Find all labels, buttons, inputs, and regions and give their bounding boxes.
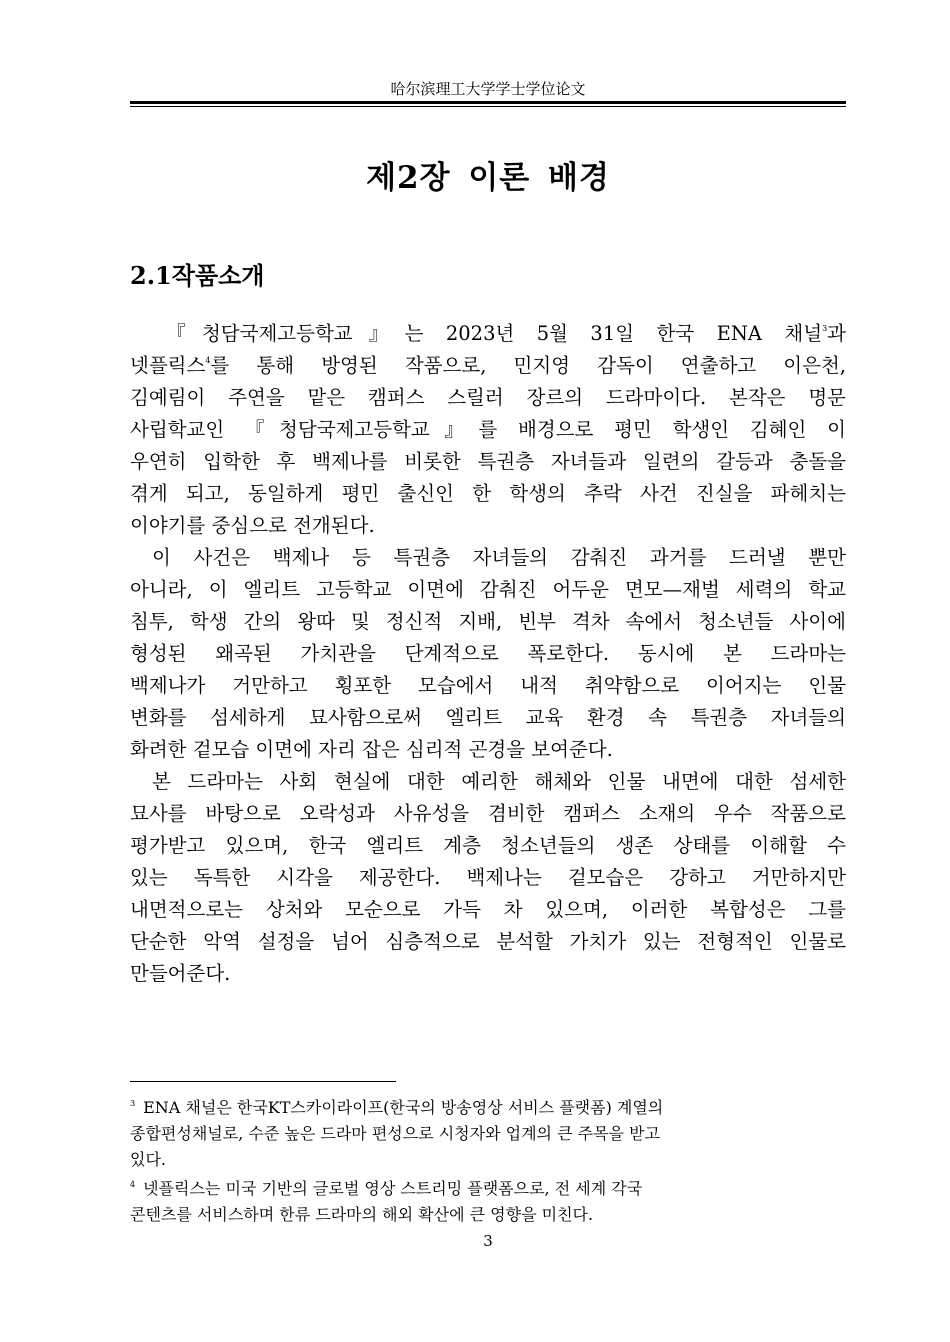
footnote-text: 넷플릭스는 미국 기반의 글로벌 영상 스트리밍 플랫폼으로, 전 세계 각국: [143, 1179, 643, 1198]
footnote-3-line-2: 종합편성채널로, 수준 높은 드라마 편성으로 시청자와 업계의 큰 주목을 받고: [130, 1124, 660, 1143]
footnote-separator: [130, 1081, 396, 1082]
footnote-3-line-3: 있다.: [130, 1150, 166, 1169]
paragraph-2-line-7: 화려한 겉모습 이면에 자리 잡은 심리적 곤경을 보여준다.: [130, 738, 613, 761]
paragraph-3-line-2: 묘사를 바탕으로 오락성과 사유성을 겸비한 캠퍼스 소재의 우수 작품으로: [130, 802, 846, 825]
paragraph-1-line-7: 이야기를 중심으로 전개된다.: [130, 514, 375, 537]
paragraph-3-line-3: 평가받고 있으며, 한국 엘리트 계층 청소년들의 생존 상태를 이해할 수: [130, 834, 846, 857]
footnote-3-line-1: [130, 1096, 846, 1120]
chapter-title: 제2장 이론 배경: [366, 160, 610, 196]
paragraph-1-line-1: [130, 320, 846, 348]
paragraph-text: 『청담국제고등학교』는 2023년 5월 31일 한국 ENA 채널: [150, 322, 823, 345]
paragraph-1-line-2: [130, 352, 846, 380]
paragraph-text: 를 통해 방영된 작품으로, 민지영 감독이 연출하고 이은천,: [210, 354, 846, 377]
footnote-text: ENA 채널은 한국KT스카이라이프(한국의 방송영상 서비스 플랫폼) 계열의: [143, 1098, 664, 1117]
footnote-reference-4[interactable]: 4: [205, 356, 211, 365]
paragraph-1-line-6: 겪게 되고, 동일하게 평민 출신인 한 학생의 추락 사건 진실을 파헤치는: [130, 482, 846, 505]
page-number: 3: [483, 1232, 493, 1250]
paragraph-2-line-4: 형성된 왜곡된 가치관을 단계적으로 폭로한다. 동시에 본 드라마는: [130, 642, 846, 665]
paragraph-3-line-7: 만들어준다.: [130, 962, 231, 985]
paragraph-1-line-3: 김예림이 주연을 맡은 캠퍼스 스릴러 장르의 드라마이다. 본작은 명문: [130, 386, 846, 409]
paragraph-3-line-4: 있는 독특한 시각을 제공한다. 백제나는 겉모습은 강하고 거만하지만: [130, 866, 846, 889]
paragraph-2-line-6: 변화를 섬세하게 묘사함으로써 엘리트 교육 환경 속 특권층 자녀들의: [130, 706, 846, 729]
footnote-reference-3[interactable]: 3: [822, 324, 828, 333]
paragraph-2-line-2: 아니라, 이 엘리트 고등학교 이면에 감춰진 어두운 면모—재벌 세력의 학교: [130, 578, 846, 601]
header-rule-thick: [130, 101, 846, 104]
footnote-4-line-1: [130, 1177, 846, 1201]
section-title: 2.1작품소개: [130, 261, 265, 290]
footnote-4-line-2: 콘텐츠를 서비스하며 한류 드라마의 해외 확산에 큰 영향을 미친다.: [130, 1205, 594, 1224]
paragraph-1-line-5: 우연히 입학한 후 백제나를 비롯한 특권층 자녀들과 일련의 갈등과 충돌을: [130, 450, 846, 473]
footnote-mark-4: 4: [130, 1180, 136, 1189]
paragraph-2-line-3: 침투, 학생 간의 왕따 및 정신적 지배, 빈부 격차 속에서 청소년들 사이에: [130, 610, 846, 633]
paragraph-2-line-5: 백제나가 거만하고 횡포한 모습에서 내적 취약함으로 이어지는 인물: [130, 674, 846, 697]
paragraph-text: 과: [827, 322, 846, 345]
footnote-mark-3: 3: [130, 1099, 136, 1108]
paragraph-3-line-5: 내면적으로는 상처와 모순으로 가득 차 있으며, 이러한 복합성은 그를: [130, 898, 846, 921]
running-header: 哈尔滨理工大学学士学位论文: [390, 80, 586, 98]
paragraph-2-line-1: 이 사건은 백제나 등 특권층 자녀들의 감춰진 과거를 드러낼 뿐만: [152, 546, 846, 569]
paragraph-3-line-1: 본 드라마는 사회 현실에 대한 예리한 해체와 인물 내면에 대한 섬세한: [152, 770, 846, 793]
paragraph-text: 넷플릭스: [130, 354, 206, 377]
paragraph-1-line-4: 사립학교인 『청담국제고등학교』를 배경으로 평민 학생인 김혜인 이: [130, 418, 846, 441]
header-rule-thin: [130, 106, 846, 107]
paragraph-3-line-6: 단순한 악역 설정을 넘어 심층적으로 분석할 가치가 있는 전형적인 인물로: [130, 930, 846, 953]
